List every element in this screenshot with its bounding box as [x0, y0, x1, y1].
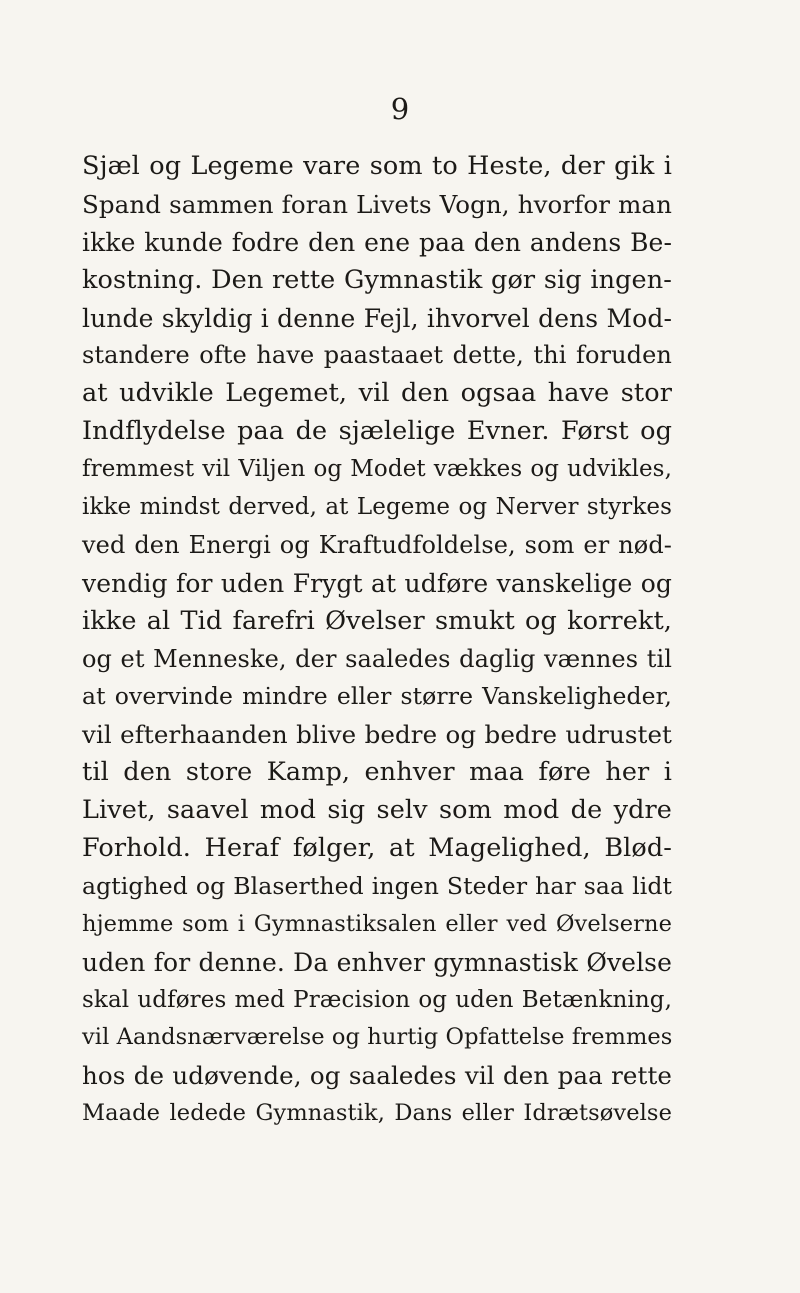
- text-line: skal udføres med Præcision og uden Betænkning,: [82, 986, 672, 1013]
- text-line: ved den Energi og Kraftudfoldelse, som er nød-: [82, 530, 672, 559]
- text-line: Livet, saavel mod sig selv som mod de ydre: [82, 795, 672, 826]
- text-line: og et Menneske, der saaledes daglig vænnes til: [82, 644, 672, 673]
- text-line: ikke al Tid farefri Øvelser smukt og korrekt,: [82, 605, 672, 636]
- text-line: vil Aandsnærværelse og hurtig Opfattelse fremmes: [82, 1024, 673, 1051]
- page-number: 9: [390, 92, 410, 126]
- text-line: standere ofte have paastaaet dette, thi foruden: [82, 341, 672, 370]
- text-line: at udvikle Legemet, vil den ogsaa have stor: [82, 378, 672, 409]
- text-line: Sjæl og Legeme vare som to Heste, der gik i: [82, 151, 672, 181]
- text-line: vendig for uden Frygt at udføre vanskelige og: [82, 568, 672, 598]
- text-line: ikke mindst derved, at Legeme og Nerver styrkes: [82, 494, 672, 521]
- text-line: til den store Kamp, enhver maa føre her i: [82, 757, 672, 788]
- text-line: Forhold. Heraf følger, at Magelighed, Blød-: [82, 833, 672, 864]
- text-line: lunde skyldig i denne Fejl, ihvorvel dens Mod-: [82, 303, 672, 333]
- text-line: ikke kunde fodre den ene paa den andens Be-: [82, 227, 672, 257]
- text-line: Maade ledede Gymnastik, Dans eller Idrætsøvelse: [82, 1100, 672, 1127]
- text-line: fremmest vil Viljen og Modet vækkes og udvikles,: [82, 456, 672, 483]
- body-text: [82, 148, 672, 1133]
- text-line: kostning. Den rette Gymnastik gør sig ingen-: [82, 264, 672, 295]
- text-line: agtighed og Blaserthed ingen Steder har saa lidt: [82, 871, 672, 900]
- text-line: uden for denne. Da enhver gymnastisk Øvelse: [82, 947, 672, 977]
- text-line: hos de udøvende, og saaledes vil den paa rette: [82, 1061, 672, 1091]
- text-line: Indflydelse paa de sjælelige Evner. Først og: [82, 416, 672, 447]
- text-line: vil efterhaanden blive bedre og bedre udrustet: [82, 720, 672, 750]
- text-line: hjemme som i Gymnastiksalen eller ved Øvelserne: [82, 910, 672, 937]
- text-line: Spand sammen foran Livets Vogn, hvorfor man: [82, 189, 672, 219]
- text-line: at overvinde mindre eller større Vanskeligheder,: [82, 682, 672, 711]
